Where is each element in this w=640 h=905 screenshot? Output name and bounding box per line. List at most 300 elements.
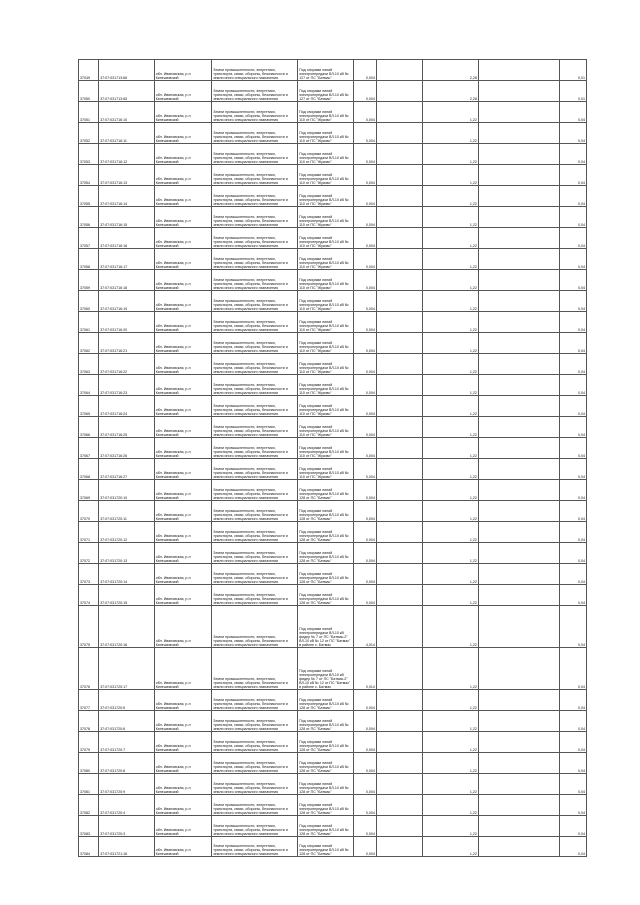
empty-cell: [376, 816, 422, 837]
address: обл. Ивановская, р-н Кинешемский: [154, 459, 212, 480]
empty-cell: [376, 774, 422, 795]
cadastral-number: 37:07:031716:13: [99, 165, 155, 186]
table-row: [79, 228, 587, 249]
empty-cell: [376, 753, 422, 774]
amount-value: 0,04: [559, 795, 586, 816]
permitted-use: Под опорами линий электропередачи ВЛ-10 кВ № 128 от ПС "Батмас": [298, 564, 354, 585]
address: обл. Ивановская, р-н Кинешемский: [154, 480, 212, 501]
cadastral-number: 37:07:031716:21: [99, 333, 155, 354]
cadastral-number: 37:07:031720:17: [99, 648, 155, 690]
cadastral-number: 37:07:031720:8: [99, 753, 155, 774]
cadastral-number: 37:07:031720:9: [99, 774, 155, 795]
amount-value: 0,04: [559, 732, 586, 753]
empty-cell: [478, 795, 559, 816]
record-number: 37066: [79, 417, 99, 438]
land-category: Земли промышленности, энергетики, транспорта, связи, обороны, безопасности и земли иного специального назначения: [212, 564, 298, 585]
address: обл. Ивановская, р-н Кинешемский: [154, 543, 212, 564]
record-number: 37060: [79, 291, 99, 312]
empty-cell: [376, 795, 422, 816]
amount-value: 0,01: [559, 81, 586, 102]
table-row: [79, 438, 587, 459]
rate-value: 1,22: [423, 102, 479, 123]
address: обл. Ивановская, р-н Кинешемский: [154, 165, 212, 186]
empty-cell: [478, 417, 559, 438]
empty-cell: [376, 228, 422, 249]
table-row: [79, 564, 587, 585]
empty-cell: [376, 102, 422, 123]
address: обл. Ивановская, р-н Кинешемский: [154, 606, 212, 648]
empty-cell: [376, 333, 422, 354]
empty-cell: [478, 207, 559, 228]
permitted-use: Под опорами линий электропередачи ВЛ-10 кВ № 110 от ПС "Жуково": [298, 354, 354, 375]
amount-value: 0,04: [559, 753, 586, 774]
permitted-use: Под опорами линий электропередачи ВЛ-10 кВ № 127 от ПС "Батмас": [298, 60, 354, 81]
cadastral-number: 37:07:031716:20: [99, 312, 155, 333]
amount-value: 0,04: [559, 480, 586, 501]
empty-cell: [478, 165, 559, 186]
land-category: Земли промышленности, энергетики, транспорта, связи, обороны, безопасности и земли иного специального назначения: [212, 480, 298, 501]
record-number: 37083: [79, 816, 99, 837]
land-category: Земли промышленности, энергетики, транспорта, связи, обороны, безопасности и земли иного специального назначения: [212, 774, 298, 795]
cadastral-number: 37:07:031713:65: [99, 81, 155, 102]
area-value: 0,004: [353, 438, 376, 459]
land-category: Земли промышленности, энергетики, транспорта, связи, обороны, безопасности и земли иного специального назначения: [212, 417, 298, 438]
permitted-use: Под опорами линий электропередачи ВЛ-10 кВ № 128 от ПС "Батмас": [298, 543, 354, 564]
address: обл. Ивановская, р-н Кинешемский: [154, 564, 212, 585]
empty-cell: [478, 438, 559, 459]
permitted-use: Под опорами линий электропередачи ВЛ-10 кВ № 128 от ПС "Батмас": [298, 711, 354, 732]
area-value: 0,004: [353, 711, 376, 732]
empty-cell: [478, 480, 559, 501]
record-number: 37065: [79, 396, 99, 417]
amount-value: 0,04: [559, 522, 586, 543]
cadastral-number: 37:07:031720:10: [99, 480, 155, 501]
cadastral-number: 37:07:031720:15: [99, 585, 155, 606]
area-value: 0,004: [353, 816, 376, 837]
empty-cell: [478, 459, 559, 480]
area-value: 0,004: [353, 522, 376, 543]
record-number: 37052: [79, 123, 99, 144]
address: обл. Ивановская, р-н Кинешемский: [154, 291, 212, 312]
record-number: 37063: [79, 354, 99, 375]
area-value: 0,004: [353, 249, 376, 270]
permitted-use: Под опорами линий электропередачи ВЛ-10 кВ фидер № 7 от ПС "Батмас-2" ВЛ-10 кВ № 12 от ПС "Батмас" в районе с. Батмас: [298, 648, 354, 690]
amount-value: 0,04: [559, 375, 586, 396]
record-number: 37082: [79, 795, 99, 816]
amount-value: 0,04: [559, 102, 586, 123]
area-value: 0,004: [353, 837, 376, 857]
amount-value: 0,04: [559, 501, 586, 522]
empty-cell: [376, 690, 422, 711]
area-value: 0,004: [353, 270, 376, 291]
cadastral-number: 37:07:031720:6: [99, 711, 155, 732]
cadastral-number: 37:07:031720:7: [99, 732, 155, 753]
rate-value: 1,22: [423, 459, 479, 480]
land-category: Земли промышленности, энергетики, транспорта, связи, обороны, безопасности и земли иного специального назначения: [212, 165, 298, 186]
area-value: 0,004: [353, 732, 376, 753]
table-row: [79, 753, 587, 774]
empty-cell: [478, 123, 559, 144]
record-number: 37054: [79, 165, 99, 186]
land-category: Земли промышленности, энергетики, транспорта, связи, обороны, безопасности и земли иного специального назначения: [212, 60, 298, 81]
permitted-use: Под опорами линий электропередачи ВЛ-10 кВ № 128 от ПС "Батмас": [298, 522, 354, 543]
empty-cell: [478, 102, 559, 123]
amount-value: 0,04: [559, 837, 586, 857]
rate-value: 1,22: [423, 144, 479, 165]
area-value: 0,004: [353, 543, 376, 564]
permitted-use: Под опорами линий электропередачи ВЛ-10 кВ № 110 от ПС "Жуково": [298, 396, 354, 417]
record-number: 37076: [79, 648, 99, 690]
land-category: Земли промышленности, энергетики, транспорта, связи, обороны, безопасности и земли иного специального назначения: [212, 753, 298, 774]
land-category: Земли промышленности, энергетики, транспорта, связи, обороны, безопасности и земли иного специального назначения: [212, 144, 298, 165]
address: обл. Ивановская, р-н Кинешемский: [154, 585, 212, 606]
table-row: [79, 522, 587, 543]
amount-value: 0,04: [559, 459, 586, 480]
cadastral-number: 37:07:031721:16: [99, 837, 155, 857]
area-value: 0,004: [353, 60, 376, 81]
cadastral-number: 37:07:031713:66: [99, 60, 155, 81]
address: обл. Ивановская, р-н Кинешемский: [154, 207, 212, 228]
rate-value: 1,22: [423, 522, 479, 543]
table-row: [79, 207, 587, 228]
table-row: [79, 816, 587, 837]
amount-value: 0,04: [559, 333, 586, 354]
area-value: 0,004: [353, 354, 376, 375]
land-category: Земли промышленности, энергетики, транспорта, связи, обороны, безопасности и земли иного специального назначения: [212, 354, 298, 375]
area-value: 0,004: [353, 564, 376, 585]
amount-value: 0,04: [559, 186, 586, 207]
table-row: [79, 186, 587, 207]
rate-value: 1,22: [423, 375, 479, 396]
amount-value: 0,04: [559, 165, 586, 186]
empty-cell: [376, 165, 422, 186]
table-row: [79, 711, 587, 732]
record-number: 37056: [79, 207, 99, 228]
amount-value: 0,04: [559, 228, 586, 249]
area-value: 0,004: [353, 144, 376, 165]
empty-cell: [376, 144, 422, 165]
amount-value: 0,04: [559, 144, 586, 165]
land-category: Земли промышленности, энергетики, транспорта, связи, обороны, безопасности и земли иного специального назначения: [212, 270, 298, 291]
rate-value: 1,22: [423, 501, 479, 522]
table-row: [79, 774, 587, 795]
area-value: 0,004: [353, 291, 376, 312]
amount-value: 0,04: [559, 417, 586, 438]
permitted-use: Под опорами линий электропередачи ВЛ-10 кВ № 128 от ПС "Батмас": [298, 837, 354, 857]
land-category: Земли промышленности, энергетики, транспорта, связи, обороны, безопасности и земли иного специального назначения: [212, 375, 298, 396]
table-row: [79, 165, 587, 186]
record-number: 37073: [79, 564, 99, 585]
area-value: 0,004: [353, 396, 376, 417]
land-category: Земли промышленности, энергетики, транспорта, связи, обороны, безопасности и земли иного специального назначения: [212, 207, 298, 228]
record-number: 37049: [79, 60, 99, 81]
document-page: [78, 59, 587, 857]
empty-cell: [376, 270, 422, 291]
permitted-use: Под опорами линий электропередачи ВЛ-10 кВ № 110 от ПС "Жуково": [298, 270, 354, 291]
land-category: Земли промышленности, энергетики, транспорта, связи, обороны, безопасности и земли иного специального назначения: [212, 690, 298, 711]
table-row: [79, 102, 587, 123]
table-row: [79, 60, 587, 81]
address: обл. Ивановская, р-н Кинешемский: [154, 753, 212, 774]
empty-cell: [376, 438, 422, 459]
address: обл. Ивановская, р-н Кинешемский: [154, 774, 212, 795]
area-value: 0,004: [353, 228, 376, 249]
empty-cell: [376, 522, 422, 543]
empty-cell: [478, 501, 559, 522]
cadastral-number: 37:07:031716:27: [99, 459, 155, 480]
permitted-use: Под опорами линий электропередачи ВЛ-10 кВ № 110 от ПС "Жуково": [298, 291, 354, 312]
record-number: 37050: [79, 81, 99, 102]
rate-value: 1,22: [423, 354, 479, 375]
permitted-use: Под опорами линий электропередачи ВЛ-10 кВ № 128 от ПС "Батмас": [298, 480, 354, 501]
land-category: Земли промышленности, энергетики, транспорта, связи, обороны, безопасности и земли иного специального назначения: [212, 291, 298, 312]
record-number: 37072: [79, 543, 99, 564]
empty-cell: [376, 606, 422, 648]
empty-cell: [478, 564, 559, 585]
empty-cell: [478, 606, 559, 648]
land-category: Земли промышленности, энергетики, транспорта, связи, обороны, безопасности и земли иного специального назначения: [212, 501, 298, 522]
permitted-use: Под опорами линий электропередачи ВЛ-10 кВ № 128 от ПС "Батмас": [298, 774, 354, 795]
rate-value: 1,22: [423, 648, 479, 690]
cadastral-number: 37:07:031716:11: [99, 123, 155, 144]
empty-cell: [376, 60, 422, 81]
empty-cell: [376, 585, 422, 606]
area-value: 0,004: [353, 690, 376, 711]
table-row: [79, 837, 587, 857]
amount-value: 0,04: [559, 585, 586, 606]
permitted-use: Под опорами линий электропередачи ВЛ-10 кВ № 127 от ПС "Батмас": [298, 81, 354, 102]
empty-cell: [376, 291, 422, 312]
rate-value: 2,28: [423, 60, 479, 81]
permitted-use: Под опорами линий электропередачи ВЛ-10 кВ № 110 от ПС "Жуково": [298, 186, 354, 207]
table-row: [79, 501, 587, 522]
empty-cell: [376, 732, 422, 753]
empty-cell: [376, 417, 422, 438]
land-category: Земли промышленности, энергетики, транспорта, связи, обороны, безопасности и земли иного специального назначения: [212, 816, 298, 837]
cadastral-number: 37:07:031716:15: [99, 207, 155, 228]
cadastral-number: 37:07:031716:19: [99, 291, 155, 312]
table-row: [79, 270, 587, 291]
cadastral-number: 37:07:031716:26: [99, 438, 155, 459]
area-value: 0,004: [353, 333, 376, 354]
cadastral-number: 37:07:031720:12: [99, 522, 155, 543]
rate-value: 1,22: [423, 480, 479, 501]
record-number: 37062: [79, 333, 99, 354]
area-value: 0,004: [353, 375, 376, 396]
empty-cell: [478, 837, 559, 857]
rate-value: 1,22: [423, 312, 479, 333]
rate-value: 1,22: [423, 690, 479, 711]
land-category: Земли промышленности, энергетики, транспорта, связи, обороны, безопасности и земли иного специального назначения: [212, 795, 298, 816]
permitted-use: Под опорами линий электропередачи ВЛ-10 кВ № 128 от ПС "Батмас": [298, 795, 354, 816]
address: обл. Ивановская, р-н Кинешемский: [154, 711, 212, 732]
area-value: 0,004: [353, 102, 376, 123]
permitted-use: Под опорами линий электропередачи ВЛ-10 кВ № 128 от ПС "Батмас": [298, 585, 354, 606]
record-number: 37067: [79, 438, 99, 459]
empty-cell: [376, 564, 422, 585]
area-value: 0,004: [353, 186, 376, 207]
record-number: 37084: [79, 837, 99, 857]
cadastral-number: 37:07:031716:24: [99, 396, 155, 417]
record-number: 37051: [79, 102, 99, 123]
empty-cell: [376, 459, 422, 480]
record-number: 37069: [79, 480, 99, 501]
empty-cell: [478, 711, 559, 732]
land-category: Земли промышленности, энергетики, транспорта, связи, обороны, безопасности и земли иного специального назначения: [212, 711, 298, 732]
land-category: Земли промышленности, энергетики, транспорта, связи, обороны, безопасности и земли иного специального назначения: [212, 186, 298, 207]
amount-value: 0,04: [559, 438, 586, 459]
area-value: 0,004: [353, 207, 376, 228]
record-number: 37081: [79, 774, 99, 795]
table-row: [79, 480, 587, 501]
rate-value: 1,22: [423, 606, 479, 648]
permitted-use: Под опорами линий электропередачи ВЛ-10 кВ № 128 от ПС "Батмас": [298, 690, 354, 711]
empty-cell: [478, 249, 559, 270]
rate-value: 1,22: [423, 774, 479, 795]
permitted-use: Под опорами линий электропередачи ВЛ-10 кВ № 128 от ПС "Батмас": [298, 501, 354, 522]
record-number: 37079: [79, 732, 99, 753]
empty-cell: [376, 501, 422, 522]
area-value: 0,004: [353, 417, 376, 438]
address: обл. Ивановская, р-н Кинешемский: [154, 333, 212, 354]
table-row: [79, 291, 587, 312]
cadastral-number: 37:07:031716:16: [99, 228, 155, 249]
empty-cell: [376, 207, 422, 228]
rate-value: 1,22: [423, 543, 479, 564]
address: обл. Ивановская, р-н Кинешемский: [154, 501, 212, 522]
amount-value: 0,04: [559, 123, 586, 144]
record-number: 37078: [79, 711, 99, 732]
address: обл. Ивановская, р-н Кинешемский: [154, 144, 212, 165]
permitted-use: Под опорами линий электропередачи ВЛ-10 кВ № 110 от ПС "Жуково": [298, 459, 354, 480]
land-category: Земли промышленности, энергетики, транспорта, связи, обороны, безопасности и земли иного специального назначения: [212, 81, 298, 102]
record-number: 37068: [79, 459, 99, 480]
area-value: 0,004: [353, 480, 376, 501]
area-value: 0,004: [353, 501, 376, 522]
land-category: Земли промышленности, энергетики, транспорта, связи, обороны, безопасности и земли иного специального назначения: [212, 438, 298, 459]
record-number: 37058: [79, 249, 99, 270]
empty-cell: [376, 648, 422, 690]
address: обл. Ивановская, р-н Кинешемский: [154, 354, 212, 375]
amount-value: 0,04: [559, 774, 586, 795]
permitted-use: Под опорами линий электропередачи ВЛ-10 кВ № 110 от ПС "Жуково": [298, 144, 354, 165]
table-row: [79, 606, 587, 648]
area-value: 0,004: [353, 312, 376, 333]
table-row: [79, 648, 587, 690]
empty-cell: [376, 249, 422, 270]
rate-value: 1,22: [423, 165, 479, 186]
empty-cell: [478, 585, 559, 606]
empty-cell: [478, 522, 559, 543]
address: обл. Ивановская, р-н Кинешемский: [154, 438, 212, 459]
permitted-use: Под опорами линий электропередачи ВЛ-10 кВ № 128 от ПС "Батмас": [298, 753, 354, 774]
empty-cell: [376, 312, 422, 333]
rate-value: 1,22: [423, 795, 479, 816]
address: обл. Ивановская, р-н Кинешемский: [154, 396, 212, 417]
rate-value: 1,22: [423, 123, 479, 144]
amount-value: 0,04: [559, 711, 586, 732]
rate-value: 1,22: [423, 711, 479, 732]
record-number: 37074: [79, 585, 99, 606]
land-category: Земли промышленности, энергетики, транспорта, связи, обороны, безопасности и земли иного специального назначения: [212, 585, 298, 606]
amount-value: 0,04: [559, 270, 586, 291]
cadastral-number: 37:07:031720:5: [99, 690, 155, 711]
permitted-use: Под опорами линий электропередачи ВЛ-10 кВ № 110 от ПС "Жуково": [298, 438, 354, 459]
cadastral-number: 37:07:031716:12: [99, 144, 155, 165]
record-number: 37071: [79, 522, 99, 543]
cadastral-number: 37:07:031720:13: [99, 543, 155, 564]
cadastral-number: 37:07:031716:18: [99, 270, 155, 291]
table-row: [79, 123, 587, 144]
address: обл. Ивановская, р-н Кинешемский: [154, 795, 212, 816]
empty-cell: [376, 396, 422, 417]
area-value: 0,004: [353, 753, 376, 774]
address: обл. Ивановская, р-н Кинешемский: [154, 249, 212, 270]
empty-cell: [376, 81, 422, 102]
amount-value: 0,04: [559, 312, 586, 333]
rate-value: 1,22: [423, 732, 479, 753]
permitted-use: Под опорами линий электропередачи ВЛ-10 кВ № 110 от ПС "Жуково": [298, 312, 354, 333]
permitted-use: Под опорами линий электропередачи ВЛ-10 кВ № 110 от ПС "Жуково": [298, 123, 354, 144]
address: обл. Ивановская, р-н Кинешемский: [154, 270, 212, 291]
area-value: 4,014: [353, 606, 376, 648]
table-row: [79, 312, 587, 333]
empty-cell: [478, 81, 559, 102]
address: обл. Ивановская, р-н Кинешемский: [154, 186, 212, 207]
amount-value: 0,04: [559, 690, 586, 711]
record-number: 37064: [79, 375, 99, 396]
address: обл. Ивановская, р-н Кинешемский: [154, 228, 212, 249]
area-value: 0,004: [353, 795, 376, 816]
cadastral-number: 37:07:031720:11: [99, 501, 155, 522]
amount-value: 0,04: [559, 354, 586, 375]
address: обл. Ивановская, р-н Кинешемский: [154, 375, 212, 396]
land-category: Земли промышленности, энергетики, транспорта, связи, обороны, безопасности и земли иного специального назначения: [212, 123, 298, 144]
record-number: 37055: [79, 186, 99, 207]
land-category: Земли промышленности, энергетики, транспорта, связи, обороны, безопасности и земли иного специального назначения: [212, 606, 298, 648]
empty-cell: [376, 711, 422, 732]
permitted-use: Под опорами линий электропередачи ВЛ-10 кВ № 110 от ПС "Жуково": [298, 207, 354, 228]
amount-value: 0,04: [559, 396, 586, 417]
record-number: 37075: [79, 606, 99, 648]
empty-cell: [478, 753, 559, 774]
land-category: Земли промышленности, энергетики, транспорта, связи, обороны, безопасности и земли иного специального назначения: [212, 312, 298, 333]
rate-value: 1,22: [423, 249, 479, 270]
rate-value: 1,22: [423, 186, 479, 207]
rate-value: 1,22: [423, 270, 479, 291]
empty-cell: [478, 228, 559, 249]
rate-value: 1,22: [423, 837, 479, 857]
permitted-use: Под опорами линий электропередачи ВЛ-10 кВ фидер № 7 от ПС "Батмас-2" ВЛ-10 кВ № 12 от ПС "Батмас" в районе с. Батмас: [298, 606, 354, 648]
area-value: 0,004: [353, 774, 376, 795]
amount-value: 0,04: [559, 543, 586, 564]
address: обл. Ивановская, р-н Кинешемский: [154, 522, 212, 543]
permitted-use: Под опорами линий электропередачи ВЛ-10 кВ № 110 от ПС "Жуково": [298, 333, 354, 354]
area-value: 0,004: [353, 459, 376, 480]
empty-cell: [478, 774, 559, 795]
rate-value: 1,22: [423, 417, 479, 438]
area-value: 0,014: [353, 648, 376, 690]
amount-value: 0,04: [559, 207, 586, 228]
table-row: [79, 585, 587, 606]
table-row: [79, 543, 587, 564]
land-category: Земли промышленности, энергетики, транспорта, связи, обороны, безопасности и земли иного специального назначения: [212, 249, 298, 270]
table-row: [79, 249, 587, 270]
address: обл. Ивановская, р-н Кинешемский: [154, 102, 212, 123]
amount-value: 0,01: [559, 60, 586, 81]
area-value: 0,004: [353, 123, 376, 144]
land-category: Земли промышленности, энергетики, транспорта, связи, обороны, безопасности и земли иного специального назначения: [212, 333, 298, 354]
